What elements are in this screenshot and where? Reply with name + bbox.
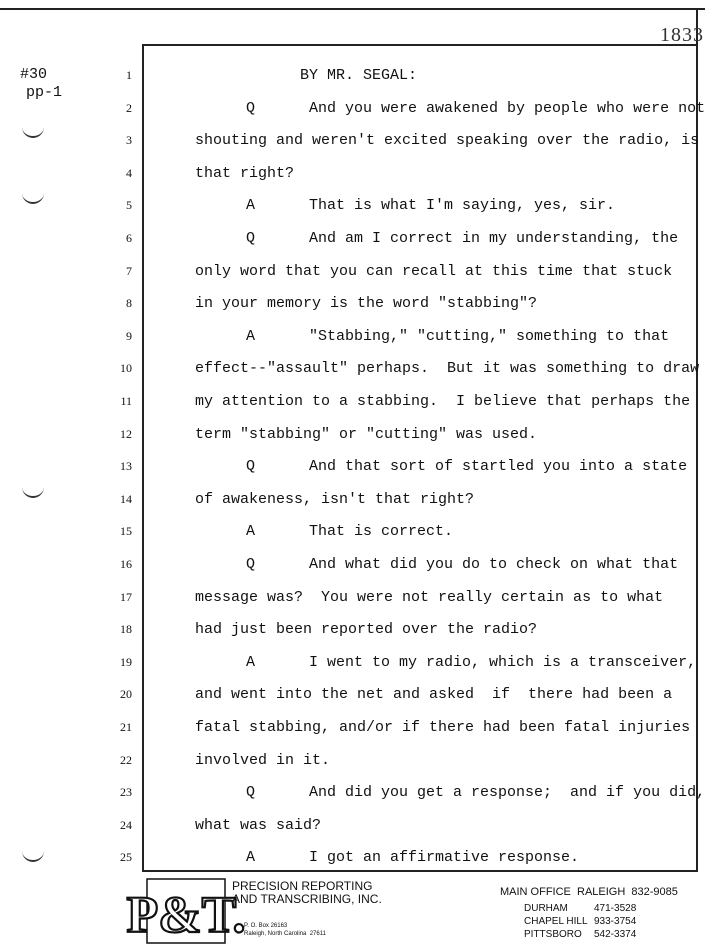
line-number: 2 (126, 101, 132, 115)
transcript-line: A That is what I'm saying, yes, sir. (246, 197, 616, 214)
main-office: MAIN OFFICE RALEIGH 832-9085 (500, 886, 678, 898)
transcript-line: message was? You were not really certain as to what (195, 589, 664, 606)
transcript-line: that right? (195, 165, 295, 182)
transcript-line: A That is correct. (246, 523, 454, 540)
frame-bottom (142, 870, 698, 872)
line-number: 6 (126, 231, 132, 245)
line-number: 8 (126, 296, 132, 310)
transcript-line: shouting and weren't excited speaking over the radio, is (195, 132, 700, 149)
office-phone: 471-3528 (594, 903, 637, 914)
line-number: 4 (126, 166, 132, 180)
address-line2: Raleigh, North Carolina 27611 (244, 931, 326, 937)
punch-mark (22, 846, 44, 862)
transcript-line: what was said? (195, 817, 322, 834)
transcript-line: term "stabbing" or "cutting" was used. (195, 426, 538, 443)
logo-text: P&T. (126, 887, 246, 944)
transcript-line: effect--"assault" perhaps. But it was something to draw (195, 360, 700, 377)
margin-note-page: pp-1 (26, 84, 63, 101)
line-number: 14 (120, 492, 132, 506)
punch-mark (22, 482, 44, 498)
transcript-line: Q And am I correct in my understanding, the (246, 230, 679, 247)
company-name-line2: AND TRANSCRIBING, INC. (232, 892, 382, 906)
company-address (244, 922, 326, 938)
punch-mark (22, 122, 44, 138)
transcript-line: Q And that sort of startled you into a state (246, 458, 688, 475)
line-number: 5 (126, 198, 132, 212)
line-number: 3 (126, 133, 132, 147)
transcript-line: of awakeness, isn't that right? (195, 491, 475, 508)
office-city: PITTSBORO (524, 929, 582, 940)
transcript-line: Q And you were awakened by people who were not (246, 100, 706, 117)
transcript-line: in your memory is the word "stabbing"? (195, 295, 538, 312)
frame-left (142, 44, 144, 872)
line-number: 25 (120, 850, 132, 864)
company-name-line1: PRECISION REPORTING (232, 879, 373, 893)
transcript-line: A I got an affirmative response. (246, 849, 580, 866)
transcript-line: my attention to a stabbing. I believe that perhaps the (195, 393, 691, 410)
line-number: 18 (120, 622, 132, 636)
transcript-line: Q And did you get a response; and if you did, (246, 784, 706, 801)
transcript-line: A I went to my radio, which is a transceiver, (246, 654, 697, 671)
office-phone: 542-3374 (594, 929, 637, 940)
office-phone: 933-3754 (594, 916, 637, 927)
transcript-line: only word that you can recall at this time that stuck (195, 263, 673, 280)
margin-note-exhibit: #30 (20, 66, 48, 83)
office-city: CHAPEL HILL (524, 916, 588, 927)
office-city: DURHAM (524, 903, 568, 914)
transcript-line: A "Stabbing," "cutting," something to that (246, 328, 670, 345)
transcript-line: and went into the net and asked if there had been a (195, 686, 673, 703)
punch-mark (22, 188, 44, 204)
page-number: 1833 (660, 24, 704, 46)
line-number: 9 (126, 329, 132, 343)
line-number: 19 (120, 655, 132, 669)
line-number: 16 (120, 557, 132, 571)
transcript-line: fatal stabbing, and/or if there had been fatal injuries (195, 719, 691, 736)
line-number: 20 (120, 687, 132, 701)
line-number: 21 (120, 720, 132, 734)
line-number: 23 (120, 785, 132, 799)
line-number: 1 (126, 68, 132, 82)
line-number: 11 (120, 394, 132, 408)
line-number: 22 (120, 753, 132, 767)
address-line1: P. O. Box 26163 (244, 923, 288, 929)
transcript-line: had just been reported over the radio? (195, 621, 538, 638)
line-number: 15 (120, 524, 132, 538)
transcript-line: Q And what did you do to check on what that (246, 556, 679, 573)
company-name (232, 880, 382, 906)
line-number: 10 (120, 361, 132, 375)
line-number: 17 (120, 590, 132, 604)
line-number: 12 (120, 427, 132, 441)
line-number: 13 (120, 459, 132, 473)
top-rule (0, 8, 705, 10)
frame-top (142, 44, 698, 46)
transcript-line: BY MR. SEGAL: (300, 67, 418, 84)
line-number: 7 (126, 264, 132, 278)
pt-logo (126, 878, 246, 944)
transcript-line: involved in it. (195, 752, 331, 769)
line-number: 24 (120, 818, 132, 832)
